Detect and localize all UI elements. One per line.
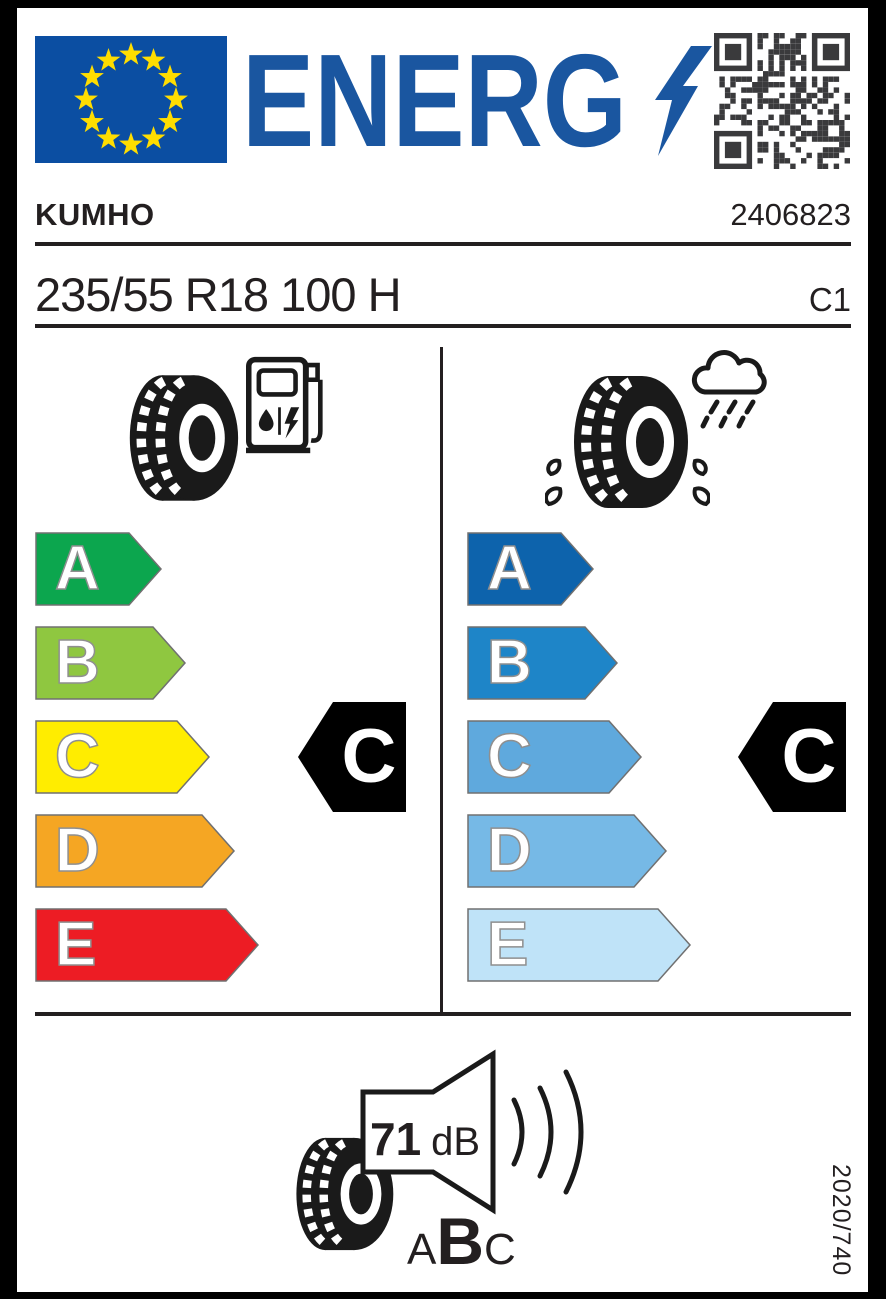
fuel-pump-icon — [246, 352, 324, 458]
rain-cloud-icon — [683, 346, 783, 436]
lightning-bolt-icon — [655, 46, 712, 156]
class-letter: B — [487, 628, 532, 697]
article-number: 2406823 — [730, 197, 851, 232]
wet-grip-rating-letter: C — [781, 714, 837, 799]
noise-db-unit: dB — [431, 1120, 481, 1164]
class-letter: C — [487, 722, 532, 791]
label-border-top — [0, 0, 886, 8]
divider-line-top — [35, 242, 851, 246]
fuel-rating-letter: C — [341, 714, 397, 799]
fuel-class-A — [35, 532, 162, 606]
class-letter: D — [55, 816, 100, 885]
regulation-number: 2020/740 — [827, 1164, 855, 1277]
fuel-class-B — [35, 626, 186, 700]
tire-class: C1 — [808, 281, 851, 318]
class-letter: B — [55, 628, 100, 697]
noise-db-number: 71 — [370, 1113, 422, 1165]
fuel-class-C — [35, 720, 210, 794]
wet-grip-class-E — [467, 908, 691, 982]
wet-grip-class-C — [467, 720, 642, 794]
fuel-class-E — [35, 908, 259, 982]
energ-logo-text: ENERG — [242, 46, 627, 156]
noise-class-scale — [407, 1204, 516, 1278]
class-letter: E — [55, 910, 97, 979]
label-border-right — [868, 0, 886, 1299]
noise-class-b-rated: B — [436, 1204, 485, 1278]
fuel-efficiency-scale — [35, 532, 259, 1002]
divider-line-middle — [35, 324, 851, 328]
noise-class-c: C — [484, 1225, 516, 1274]
class-letter: E — [487, 910, 529, 979]
wet-grip-class-B — [467, 626, 618, 700]
wet-grip-class-A — [467, 532, 594, 606]
divider-line-bottom — [35, 1012, 851, 1016]
label-border-bottom — [0, 1292, 886, 1299]
wet-grip-rating-arrow — [737, 701, 847, 813]
fuel-class-D — [35, 814, 235, 888]
tire-size: 235/55 R18 100 H — [35, 268, 401, 321]
fuel-rating-arrow — [297, 701, 407, 813]
centre-divider — [440, 347, 443, 1012]
noise-value — [370, 1112, 480, 1166]
splash-drop-icon — [694, 461, 705, 474]
splash-drop-icon — [546, 488, 560, 504]
sound-waves-icon — [508, 1058, 592, 1206]
noise-class-a: A — [407, 1225, 437, 1274]
wet-grip-scale — [467, 532, 691, 1002]
wet-grip-class-D — [467, 814, 667, 888]
label-border-left — [0, 0, 17, 1299]
class-letter: A — [55, 534, 100, 603]
splash-drop-icon — [695, 488, 709, 504]
eu-flag-icon — [35, 36, 227, 163]
class-letter: C — [55, 722, 100, 791]
qr-code — [714, 33, 850, 169]
tire-icon — [126, 368, 240, 508]
energ-logo — [242, 46, 712, 156]
class-letter: D — [487, 816, 532, 885]
brand-name: KUMHO — [35, 197, 155, 232]
splash-drop-icon — [548, 461, 559, 474]
class-letter: A — [487, 534, 532, 603]
